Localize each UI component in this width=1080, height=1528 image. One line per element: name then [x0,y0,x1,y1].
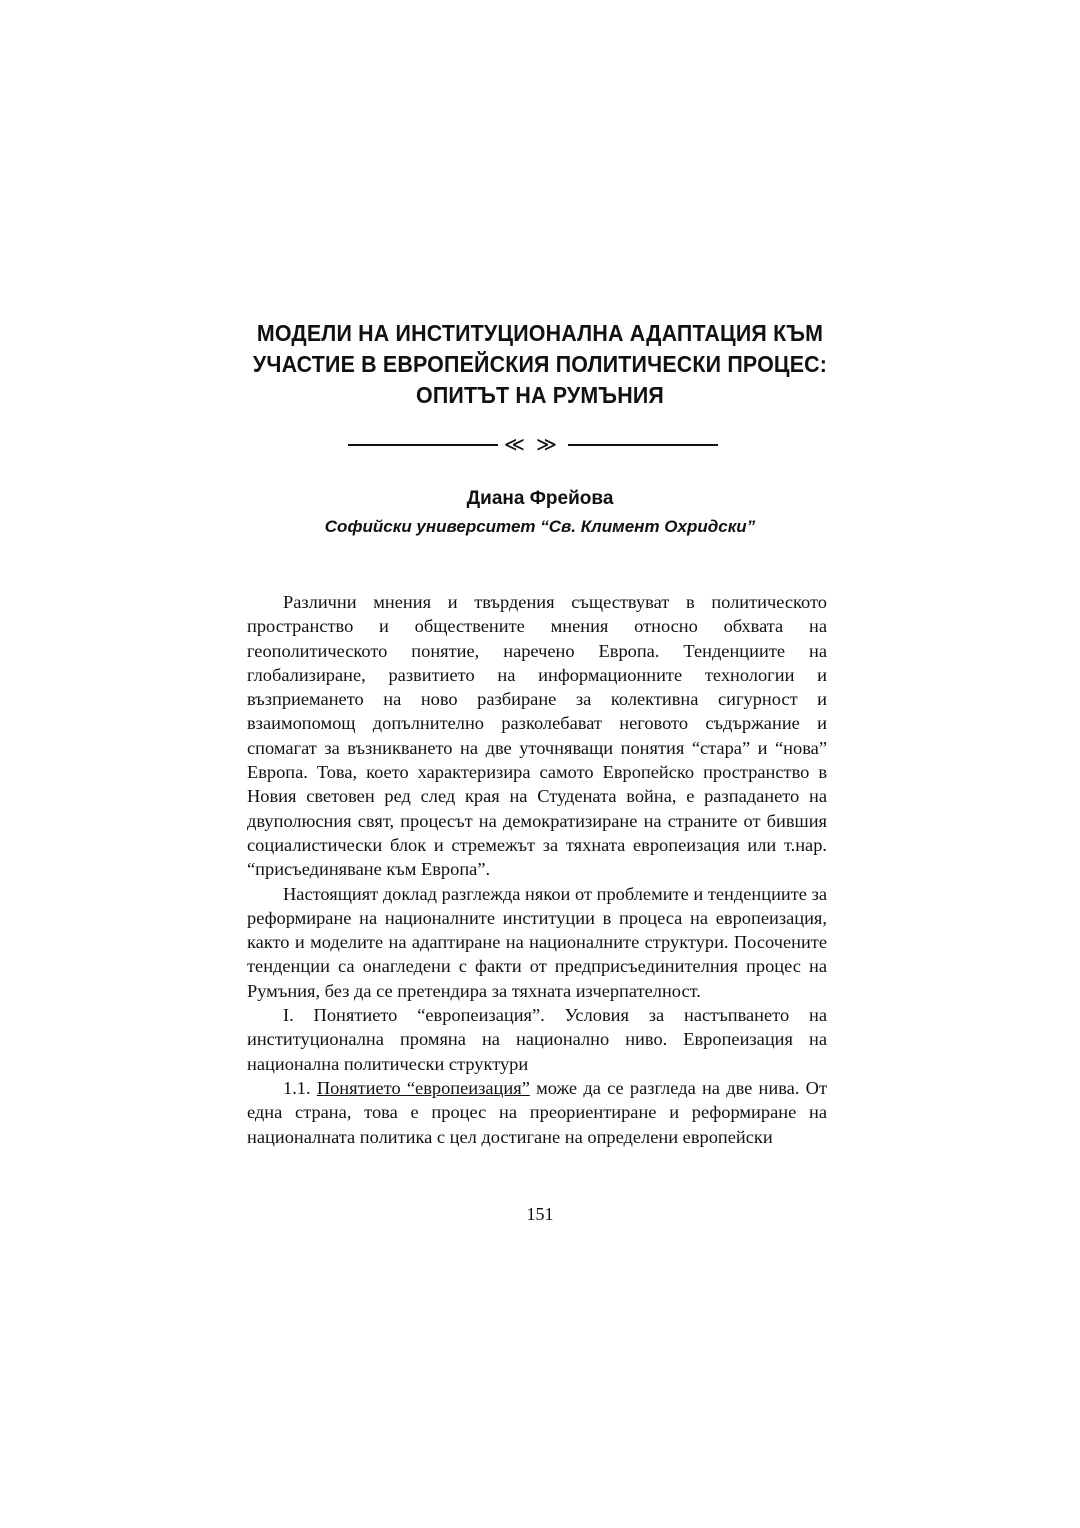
underlined-term: Понятието “европеизация” [316,1077,530,1098]
author-name: Диана Фрейова [466,488,614,509]
body-paragraph-3: I. Понятието “европеизация”. Условия за настъпването на институционална промяна на национално ниво. Европеизация на национална политически структури [247,1005,827,1074]
author-affiliation: Софийски университет “Св. Климент Охридски” [324,517,756,536]
paragraph-4-prefix: 1.1. [283,1077,317,1098]
body-paragraph-1: Различни мнения и твърдения съществуват в политическото пространство и обществените мнения относно обхвата на геополитическото понятие, наречено Европа. Тенденциите на глобализиране, развитието на информационните технологии и възприемането на ново разбиране за колективна сигурност и взаимопомощ допълнително разколебават неговото съдържание и спомагат за възникването на две уточняващи понятия “стара” и “нова” Европа. Това, което характеризира самото Европейско пространство в Новия световен ред след края на Студената война, е разпадането на двуполюсния свят, процесът на демократизиране на страните от бившия социалистически блок и стремежът за тяхната европеизация или т.нар. “присъединяване към Европа”. [247,592,827,880]
double-angle-right-icon: ≫ [536,432,557,456]
double-angle-left-icon: ≪ [504,432,525,456]
title-line-1: МОДЕЛИ НА ИНСТИТУЦИОНАЛНА АДАПТАЦИЯ КЪМ [256,320,824,346]
article-body [247,590,827,1149]
title-line-2: УЧАСТИЕ В ЕВРОПЕЙСКИЯ ПОЛИТИЧЕСКИ ПРОЦЕС: [252,351,828,377]
ornament-rule-left [348,444,498,446]
paragraph-4-rest: може да се разгледа на две нива. От една страна, това е процес на преориентиране и реформиране на националната политика с цел достигане на определени европейски [247,1077,827,1147]
title-ornament-divider [348,432,718,456]
page-number: 151 [526,1204,554,1224]
ornament-rule-right [568,444,718,446]
title-line-3: ОПИТЪТ НА РУМЪНИЯ [416,382,664,408]
body-paragraph-2: Настоящият доклад разглежда някои от проблемите и тенденциите за реформиране на националните институции в процеса на европеизация, както и моделите на адаптиране на националните структури. Посочените тенденции са онагледени с факти от предприсъединителния процес на Румъния, без да се претендира за тяхната изчерпателност. [247,883,827,1001]
body-paragraph-4 [247,1076,827,1149]
article-title [38,318,1042,411]
